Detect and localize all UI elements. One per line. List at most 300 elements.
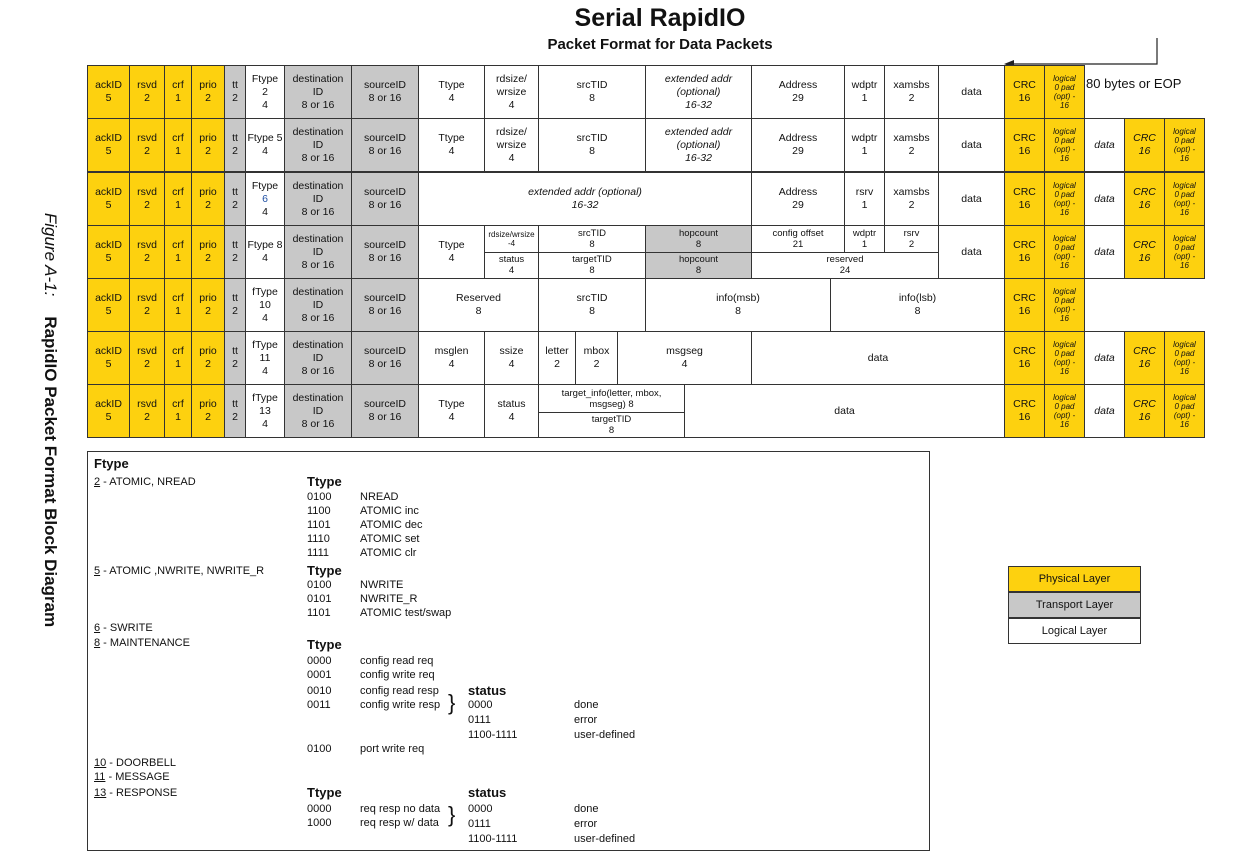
ftype-number: 10 xyxy=(94,757,107,769)
field-text: 8 or 16 xyxy=(301,417,335,430)
field-text: 16 xyxy=(1018,92,1031,104)
packet-row-7-field-ttype xyxy=(418,384,485,438)
packet-row-3-field-xamsbs xyxy=(884,172,939,226)
field-text: ID xyxy=(312,298,324,311)
field-text: logical xyxy=(1053,393,1076,402)
field-text: rsvd xyxy=(137,398,157,410)
ttype-code: 1110 xyxy=(307,533,330,545)
field-text: wdptr xyxy=(852,227,877,239)
field-text: (opt) - xyxy=(1053,305,1076,314)
field-text: data xyxy=(961,245,982,258)
field-text: 4 xyxy=(508,265,515,277)
field-text: extended addr xyxy=(664,125,733,138)
packet-row-2-field-extended-addr xyxy=(645,118,752,172)
ftype-number: 5 xyxy=(94,565,101,577)
packet-row-6-field-ftype xyxy=(245,331,285,385)
packet-row-6-field-destination-id xyxy=(284,331,352,385)
field-text: 5 xyxy=(105,305,112,317)
field-text: (opt) - xyxy=(1173,411,1196,420)
field-text: ackID xyxy=(95,398,122,410)
ttype-heading: Ttype xyxy=(307,785,342,800)
field-text: rsvd xyxy=(137,345,157,357)
packet-row-1-field-ackid xyxy=(87,65,130,119)
packet-row-2-field-crc xyxy=(1004,118,1045,172)
field-text: 16 xyxy=(1060,101,1069,110)
field-text: crf xyxy=(172,186,184,198)
ftype-label: - MESSAGE xyxy=(105,771,170,783)
brace-icon: } xyxy=(448,690,456,715)
field-text: (optional) xyxy=(676,85,721,98)
field-text: 0 pad xyxy=(1174,349,1195,358)
ftype-label: - DOORBELL xyxy=(106,757,176,769)
field-text: config offset xyxy=(772,227,824,239)
field-text: 5 xyxy=(105,358,112,370)
packet-row-4-field-crc xyxy=(1004,225,1045,279)
packet-row-2-field-prio xyxy=(191,118,225,172)
packet-row-2-field-xamsbs xyxy=(884,118,939,172)
packet-row-1-field-crc xyxy=(1004,65,1045,119)
ftype-number: 2 xyxy=(94,476,101,488)
ftype-label: - SWRITE xyxy=(100,622,153,634)
field-text: 4 xyxy=(508,358,515,370)
packet-row-3-field-ackid xyxy=(87,172,130,226)
packet-row-4-field-data xyxy=(1084,225,1125,279)
field-text: 5 xyxy=(105,92,112,104)
field-text: 1 xyxy=(175,199,181,211)
field-text: 2 xyxy=(205,305,211,317)
field-text: 16 xyxy=(1060,261,1069,270)
field-text: Address xyxy=(778,186,818,198)
field-text: targetTID xyxy=(572,254,612,266)
packet-row-1-field-address xyxy=(751,65,845,119)
packet-row-5-field-source-id xyxy=(351,278,419,332)
packet-row-4-field-ackid xyxy=(87,225,130,279)
field-text: 0 pad xyxy=(1054,349,1075,358)
field-text: 1 xyxy=(175,411,181,423)
field-text: 16-32 xyxy=(571,199,599,211)
field-text: 16 xyxy=(1180,261,1189,270)
field-text: 8 or 16 xyxy=(368,252,402,264)
field-text: 16 xyxy=(1018,145,1031,157)
packet-row-6-field-msgseg xyxy=(617,331,752,385)
field-text: CRC xyxy=(1013,132,1036,144)
packet-row-3-field-crc xyxy=(1004,172,1045,226)
ftype-number: 8 xyxy=(94,637,101,649)
field-text: 2 xyxy=(593,358,600,370)
field-text: 8 xyxy=(608,425,615,436)
packet-row-6-field-data xyxy=(1084,331,1125,385)
status-code: 1100-1111 xyxy=(468,833,518,845)
packet-row-5-field-rsvd xyxy=(129,278,165,332)
packet-row-3-field-address xyxy=(751,172,845,226)
field-text: (opt) - xyxy=(1053,145,1076,154)
packet-row-2-field-ftype xyxy=(245,118,285,172)
field-text: 8 or 16 xyxy=(301,364,335,377)
field-text: 2 xyxy=(205,92,211,104)
field-text: 1 xyxy=(175,92,181,104)
packet-row-7-field-data xyxy=(684,384,1005,438)
field-text: CRC xyxy=(1133,398,1156,410)
packet-row-2-field-logical xyxy=(1164,118,1205,172)
ftype-number: 6 xyxy=(94,622,101,634)
field-text: 16 xyxy=(1060,208,1069,217)
field-text: data xyxy=(1094,138,1115,151)
field-text: sourceID xyxy=(363,398,406,410)
packet-row-4-field-data xyxy=(938,225,1005,279)
field-text: wrsize xyxy=(496,85,527,98)
field-text: destination xyxy=(292,72,344,85)
packet-row-1-field-xamsbs xyxy=(884,65,939,119)
packet-row-4-field-logical xyxy=(1164,225,1205,279)
status-code: 0111 xyxy=(468,714,491,726)
packet-row-1-field-rdsize xyxy=(484,65,539,119)
ttype-code: 1101 xyxy=(307,607,331,619)
field-text: 2 xyxy=(144,252,150,264)
ftype-item xyxy=(94,622,153,634)
field-text: 1 xyxy=(861,199,868,211)
field-text: logical xyxy=(1053,287,1076,296)
packet-row-3-field-ftype xyxy=(245,172,285,226)
field-text: 2 xyxy=(232,252,238,264)
packet-row-3-field-tt xyxy=(224,172,246,226)
packet-row-1-field-logical xyxy=(1044,65,1085,119)
packet-row-1-field-extended-addr xyxy=(645,65,752,119)
ttype-description: NWRITE_R xyxy=(360,593,418,605)
field-text: prio xyxy=(199,239,217,251)
packet-row-1-field-prio xyxy=(191,65,225,119)
field-text: ackID xyxy=(95,132,122,144)
ftype-item xyxy=(94,476,196,488)
ttype-heading: Ttype xyxy=(307,474,342,489)
field-text: logical xyxy=(1173,181,1196,190)
packet-row-1-field-destination-id xyxy=(284,65,352,119)
field-text: 2 xyxy=(205,145,211,157)
field-text: 0 pad xyxy=(1174,243,1195,252)
field-text: ackID xyxy=(95,292,122,304)
field-text: targetTID xyxy=(591,414,632,425)
packet-row-7-field-ackid xyxy=(87,384,130,438)
field-text: 8 xyxy=(589,145,595,157)
packet-row-2-field-crc xyxy=(1124,118,1165,172)
field-text: Ttype xyxy=(438,239,465,251)
field-text: 16 xyxy=(1180,367,1189,376)
field-text: CRC xyxy=(1133,132,1156,144)
field-text: destination xyxy=(292,125,344,138)
field-text: Address xyxy=(778,79,818,91)
packet-row-4-field-rsvd xyxy=(129,225,165,279)
field-text: sourceID xyxy=(363,79,406,91)
field-text: 4 xyxy=(448,145,455,157)
packet-row-4-field-crc xyxy=(1124,225,1165,279)
field-text: 8 xyxy=(735,305,741,317)
packet-row-2-field-srctid xyxy=(538,118,646,172)
packet-row-6-field-ssize xyxy=(484,331,539,385)
packet-row-4-field-reserved xyxy=(751,252,939,280)
field-text: logical xyxy=(1053,340,1076,349)
field-text: info(lsb) xyxy=(898,292,937,304)
field-text: destination xyxy=(292,338,344,351)
figure-caption xyxy=(40,90,60,750)
field-text: fType xyxy=(252,285,278,298)
packet-row-5-field-ackid xyxy=(87,278,130,332)
diagram-subtitle: Packet Format for Data Packets xyxy=(547,36,773,53)
ftype-item xyxy=(94,787,177,799)
field-text: 4 xyxy=(262,311,268,324)
field-text: 16 xyxy=(1180,154,1189,163)
packet-row-7-field-crc xyxy=(1124,384,1165,438)
field-text: logical xyxy=(1053,74,1076,83)
field-text: (opt) - xyxy=(1173,358,1196,367)
field-text: xamsbs xyxy=(893,186,930,198)
ttype-code: 1101 xyxy=(307,519,331,531)
field-text: Ftype 5 xyxy=(247,132,283,144)
field-text: 8 or 16 xyxy=(368,358,402,370)
field-text: 21 xyxy=(792,238,804,250)
field-text: sourceID xyxy=(363,186,406,198)
field-text: ID xyxy=(312,351,324,364)
packet-row-1-field-ttype xyxy=(418,65,485,119)
field-text: 0 pad xyxy=(1054,136,1075,145)
field-text: prio xyxy=(199,345,217,357)
field-text: 0 pad xyxy=(1174,190,1195,199)
field-text: data xyxy=(1094,245,1115,258)
field-text: logical xyxy=(1053,181,1076,190)
field-text: 16-32 xyxy=(685,98,712,111)
status-code: 1100-1111 xyxy=(468,729,518,741)
field-text: srcTID xyxy=(576,79,608,91)
field-text: crf xyxy=(172,398,184,410)
ttype-code: 0101 xyxy=(307,593,332,605)
packet-row-5-field-crf xyxy=(164,278,192,332)
field-text: 0 pad xyxy=(1054,83,1075,92)
status-description: done xyxy=(574,803,599,815)
field-text: CRC xyxy=(1013,398,1036,410)
ttype-description: NWRITE xyxy=(360,579,404,591)
field-text: 4 xyxy=(262,98,268,111)
status-description: error xyxy=(574,818,598,830)
packet-row-2-field-tt xyxy=(224,118,246,172)
ttype-code: 0100 xyxy=(307,491,332,503)
packet-row-3-field-destination-id xyxy=(284,172,352,226)
packet-row-7-field-tt xyxy=(224,384,246,438)
field-text: logical xyxy=(1053,127,1076,136)
field-text: CRC xyxy=(1013,345,1036,357)
packet-row-4-field-crf xyxy=(164,225,192,279)
field-text: 4 xyxy=(262,205,268,218)
field-text: rsvd xyxy=(137,292,157,304)
field-text: 2 xyxy=(232,92,238,104)
field-text: 8 xyxy=(589,305,595,317)
field-text: rdsize/ xyxy=(496,125,527,138)
field-text: 2 xyxy=(144,92,150,104)
packet-row-5-field-info-msb xyxy=(645,278,831,332)
ttype-description: ATOMIC dec xyxy=(360,519,423,531)
field-text: tt xyxy=(232,292,238,304)
packet-row-3-field-logical xyxy=(1164,172,1205,226)
packet-row-2-field-rsvd xyxy=(129,118,165,172)
field-text: extended addr (optional) xyxy=(528,186,642,198)
field-text: 16 xyxy=(1138,252,1151,264)
field-text: xamsbs xyxy=(893,132,930,144)
packet-row-3-field-crc xyxy=(1124,172,1165,226)
field-text: 29 xyxy=(792,92,804,104)
field-text: CRC xyxy=(1013,79,1036,91)
field-text: 5 xyxy=(105,411,112,423)
field-text: 0 pad xyxy=(1174,136,1195,145)
packet-row-4-field-source-id xyxy=(351,225,419,279)
ttype-code: 0010 xyxy=(307,685,332,697)
packet-row-3-field-rsrv xyxy=(844,172,885,226)
ttype-code: 0100 xyxy=(307,579,332,591)
field-text: Ftype xyxy=(251,72,279,85)
packet-row-7-field-ftype xyxy=(245,384,285,438)
field-text: reserved xyxy=(826,254,864,266)
packet-row-4-field-prio xyxy=(191,225,225,279)
packet-row-6-field-crc xyxy=(1124,331,1165,385)
packet-row-1-field-tt xyxy=(224,65,246,119)
field-text: (optional) xyxy=(676,138,721,151)
field-text: srcTID xyxy=(576,132,608,144)
field-text: 16 xyxy=(1138,411,1151,423)
packet-row-1-field-crf xyxy=(164,65,192,119)
field-text: sourceID xyxy=(363,345,406,357)
ttype-code: 0011 xyxy=(307,699,331,711)
field-text: Address xyxy=(778,132,818,144)
field-text: rdsize/wrsize xyxy=(488,229,535,239)
field-text: 8 or 16 xyxy=(368,145,402,157)
field-text: crf xyxy=(172,239,184,251)
field-text: 4 xyxy=(262,417,268,430)
status-code: 0000 xyxy=(468,803,493,815)
field-text: rsvd xyxy=(137,79,157,91)
field-text: crf xyxy=(172,79,184,91)
field-text: 24 xyxy=(839,265,851,277)
field-text: (opt) - xyxy=(1053,92,1076,101)
field-text: 1 xyxy=(861,238,868,250)
packet-row-4-field-logical xyxy=(1044,225,1085,279)
packet-row-3-field-data xyxy=(938,172,1005,226)
field-text: 2 xyxy=(205,199,211,211)
field-text: 16 xyxy=(1018,411,1031,423)
field-text: ackID xyxy=(95,79,122,91)
field-text: tt xyxy=(232,132,238,144)
field-text: 8 or 16 xyxy=(301,98,335,111)
ftype-number: 13 xyxy=(94,787,107,799)
packet-row-6-field-crf xyxy=(164,331,192,385)
field-text: target_info(letter, mbox, xyxy=(561,387,662,399)
ftype-legend-box xyxy=(87,451,930,851)
field-text: 2 xyxy=(232,411,238,423)
field-text: 4 xyxy=(262,252,268,264)
ftype-label: - ATOMIC, NREAD xyxy=(100,476,196,488)
field-text: 16 xyxy=(1018,358,1031,370)
packet-row-1-field-source-id xyxy=(351,65,419,119)
field-text: 2 xyxy=(205,358,211,370)
field-text: 8 or 16 xyxy=(368,199,402,211)
field-text: 2 xyxy=(232,358,238,370)
field-text: tt xyxy=(232,345,238,357)
field-text: 4 xyxy=(508,98,515,111)
packet-row-6-field-tt xyxy=(224,331,246,385)
field-text: 2 xyxy=(262,85,268,98)
packet-row-5-field-crc xyxy=(1004,278,1045,332)
packet-row-2-field-destination-id xyxy=(284,118,352,172)
field-text: 8 or 16 xyxy=(368,305,402,317)
ttype-code: 0001 xyxy=(307,669,332,681)
field-text: 29 xyxy=(792,145,804,157)
packet-row-6-field-rsvd xyxy=(129,331,165,385)
field-text: CRC xyxy=(1013,239,1036,251)
field-text: status xyxy=(498,254,525,266)
brace-icon: } xyxy=(448,802,456,827)
field-text: 2 xyxy=(232,145,238,157)
ttype-code: 1100 xyxy=(307,505,331,517)
packet-row-6-field-logical xyxy=(1044,331,1085,385)
packet-row-4-field-rsrv xyxy=(884,225,939,253)
field-text: 8 xyxy=(695,238,702,250)
ttype-description: ATOMIC test/swap xyxy=(360,607,452,619)
packet-row-4-field-ttype xyxy=(418,225,485,279)
packet-row-2-field-ackid xyxy=(87,118,130,172)
field-text: 16 xyxy=(1138,358,1151,370)
field-text: 4 xyxy=(508,411,515,423)
status-description: user-defined xyxy=(574,729,636,741)
field-text: 13 xyxy=(259,404,271,417)
packet-row-7-field-logical xyxy=(1164,384,1205,438)
field-text: 8 xyxy=(914,305,921,317)
packet-row-3-field-extended-addr-optional xyxy=(418,172,752,226)
field-text: 5 xyxy=(105,199,112,211)
status-description: done xyxy=(574,699,599,711)
field-text: 4 xyxy=(262,364,268,377)
field-text: data xyxy=(867,351,889,364)
packet-row-7-field-crc xyxy=(1004,384,1045,438)
field-text: Ttype xyxy=(438,398,465,410)
field-text: ssize xyxy=(499,345,524,357)
field-text: (opt) - xyxy=(1173,252,1196,261)
ttype-description: req resp no data xyxy=(360,803,441,815)
ftype-item xyxy=(94,757,176,769)
field-text: 16 xyxy=(1138,145,1151,157)
packet-row-6-field-crc xyxy=(1004,331,1045,385)
field-text: ackID xyxy=(95,239,122,251)
field-text: 5 xyxy=(105,252,112,264)
field-text: 0 pad xyxy=(1174,402,1195,411)
field-text: 2 xyxy=(908,145,915,157)
packet-row-5-field-logical xyxy=(1044,278,1085,332)
eop-label: 80 bytes or EOP xyxy=(1086,76,1182,91)
field-text: 8 xyxy=(589,265,595,277)
status-heading: status xyxy=(468,785,507,800)
field-text: 16 xyxy=(1138,199,1151,211)
packet-row-1-field-wdptr xyxy=(844,65,885,119)
packet-row-6-field-source-id xyxy=(351,331,419,385)
field-text: 1 xyxy=(175,252,181,264)
ttype-heading: Ttype xyxy=(307,563,342,578)
field-text: wdptr xyxy=(851,132,878,144)
packet-row-7-field-data xyxy=(1084,384,1125,438)
ttype-description: ATOMIC inc xyxy=(360,505,419,517)
field-text: 4 xyxy=(508,151,515,164)
packet-row-6-field-prio xyxy=(191,331,225,385)
packet-row-6-field-data xyxy=(751,331,1005,385)
packet-row-5-field-prio xyxy=(191,278,225,332)
field-text: Ftype 8 xyxy=(247,239,283,251)
status-code: 0000 xyxy=(468,699,493,711)
field-text: 2 xyxy=(144,411,150,423)
packet-row-6-field-letter xyxy=(538,331,576,385)
packet-row-4-field-tt xyxy=(224,225,246,279)
